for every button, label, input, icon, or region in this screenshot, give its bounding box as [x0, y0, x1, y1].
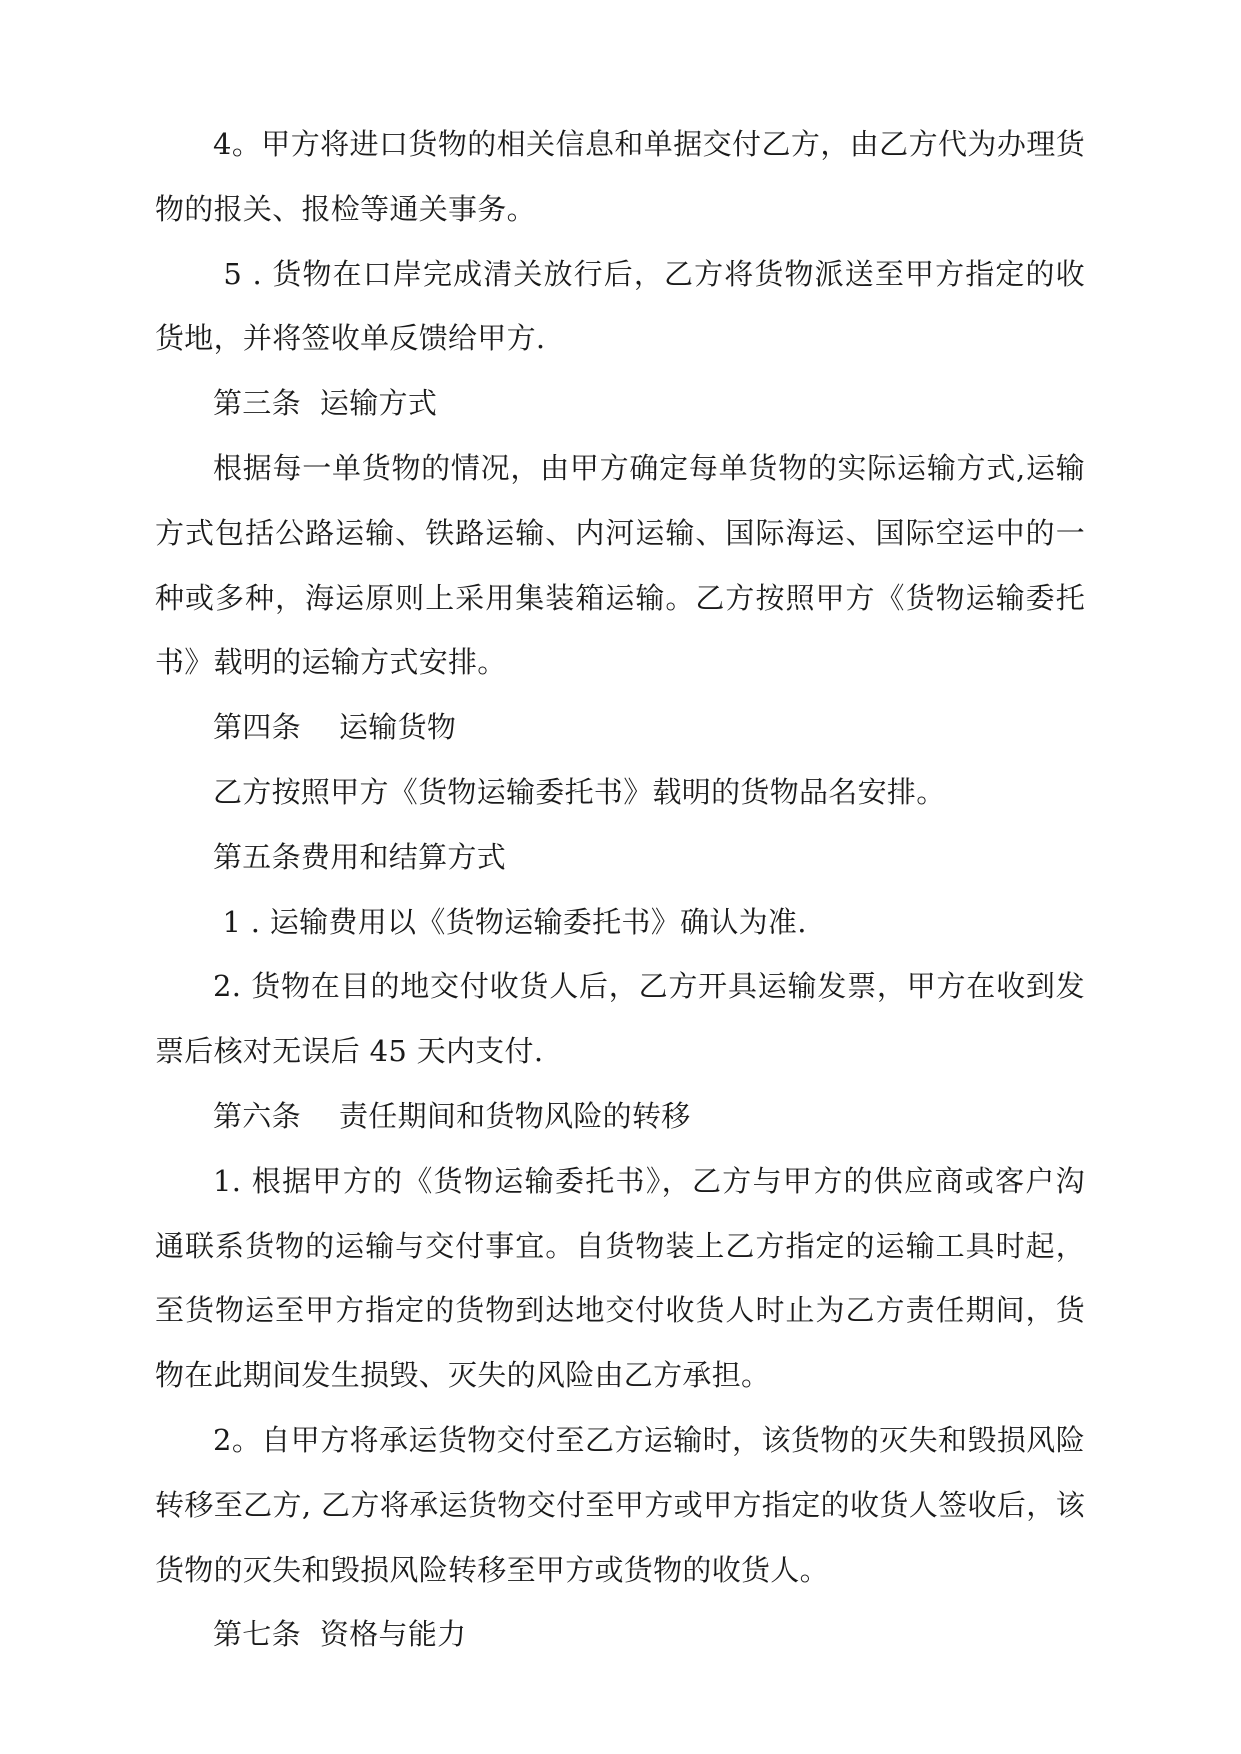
article-5-item-1-paragraph: 1 . 运输费用以《货物运输委托书》确认为准. — [213, 904, 807, 939]
document-body — [155, 112, 1085, 1667]
clause-5-delivery-paragraph: 5 . 货物在口岸完成清关放行后，乙方将货物派送至甲方指定的收货地，并将签收单反馈给甲方. — [155, 256, 1085, 356]
article-5-heading: 第五条费用和结算方式 — [213, 839, 507, 874]
article-6-heading: 第六条 责任期间和货物风险的转移 — [213, 1098, 691, 1133]
article-6-item-2-paragraph: 2。自甲方将承运货物交付至乙方运输时，该货物的灭失和毁损风险转移至乙方, 乙方将承运货物交付至甲方或甲方指定的收货人签收后，该货物的灭失和毁损风险转移至甲方或货物的收货人。 — [155, 1422, 1085, 1587]
article-3-heading: 第三条 运输方式 — [213, 386, 438, 421]
article-3-transport-mode-paragraph: 根据每一单货物的情况，由甲方确定每单货物的实际运输方式,运输方式包括公路运输、铁路运输、内河运输、国际海运、国际空运中的一种或多种，海运原则上采用集装箱运输。乙方按照甲方《货物运输委托书》载明的运输方式安排。 — [155, 450, 1085, 680]
article-6-item-1-paragraph: 1. 根据甲方的《货物运输委托书》，乙方与甲方的供应商或客户沟通联系货物的运输与交付事宜。自货物装上乙方指定的运输工具时起，至货物运至甲方指定的货物到达地交付收货人时止为乙方责任期间，货物在此期间发生损毁、灭失的风险由乙方承担。 — [155, 1163, 1085, 1393]
article-4-heading: 第四条 运输货物 — [213, 710, 457, 745]
article-4-goods-paragraph: 乙方按照甲方《货物运输委托书》载明的货物品名安排。 — [213, 774, 946, 809]
article-5-item-2-paragraph: 2. 货物在目的地交付收货人后，乙方开具运输发票，甲方在收到发票后核对无误后 45 天内支付. — [155, 969, 1085, 1069]
article-7-heading: 第七条 资格与能力 — [213, 1617, 467, 1652]
clause-4-customs-paragraph: 4。甲方将进口货物的相关信息和单据交付乙方，由乙方代为办理货物的报关、报检等通关事务。 — [155, 127, 1085, 226]
